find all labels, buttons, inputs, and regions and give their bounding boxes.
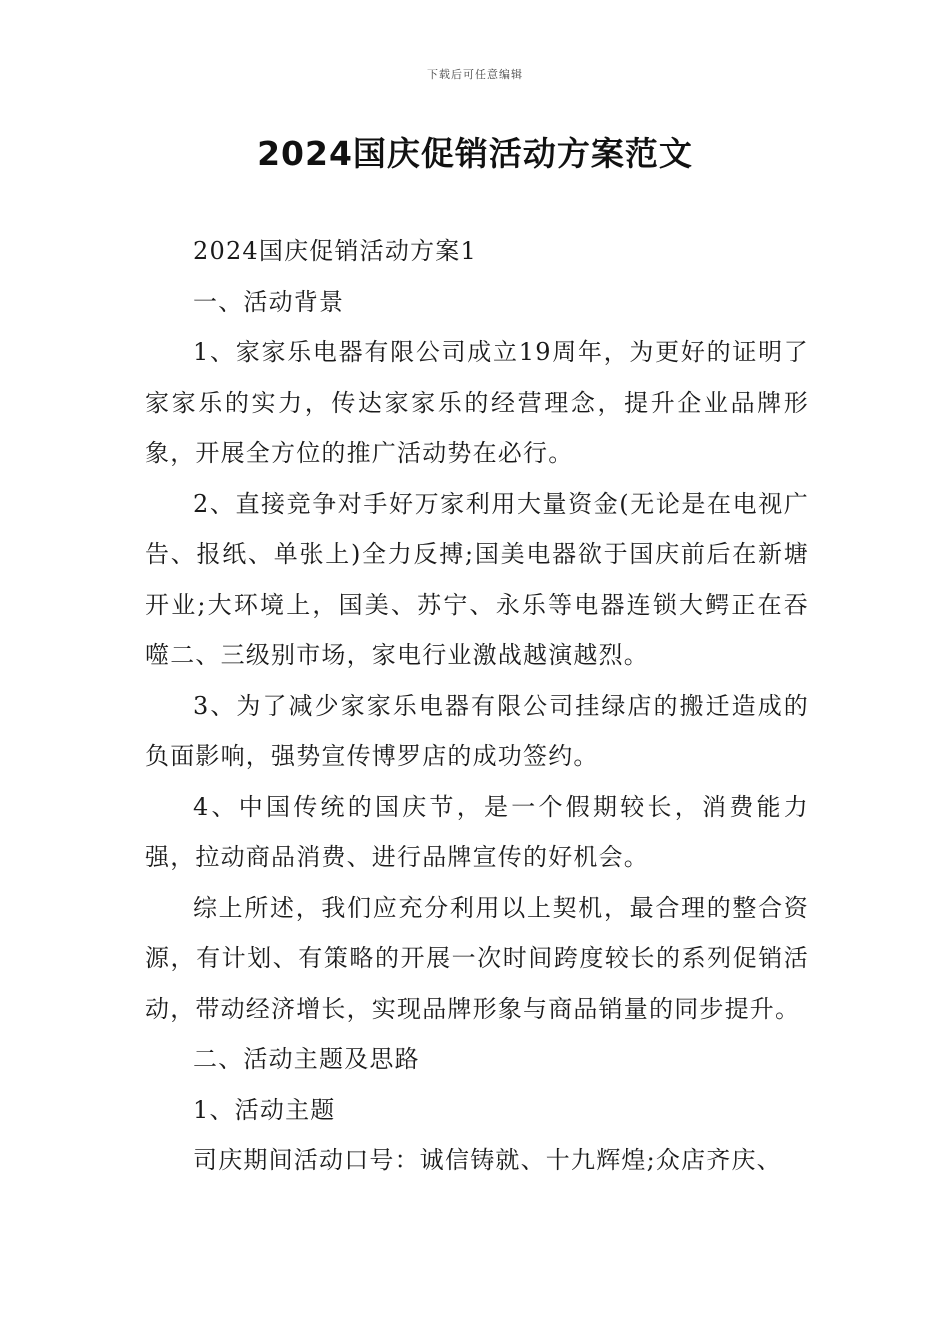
paragraph-slogan: 司庆期间活动口号：诚信铸就、十九辉煌;众店齐庆、 — [193, 1146, 782, 1174]
paragraph-summary: 综上所述，我们应充分利用以上契机，最合理的整合资源，有计划、有策略的开展一次时间跨度较长的系列促销活动，带动经济增长，实现品牌形象与商品销量的同步提升。 — [145, 893, 809, 1023]
paragraph-item-3: 3、为了减少家家乐电器有限公司挂绿店的搬迁造成的负面影响，强势宣传博罗店的成功签约。 — [145, 691, 809, 770]
document-body — [145, 226, 809, 1186]
header-note: 下载后可任意编辑 — [427, 68, 523, 81]
document-title: 2024国庆促销活动方案范文 — [257, 134, 693, 173]
section-heading-background: 一、活动背景 — [193, 287, 345, 316]
paragraph-item-1: 1、家家乐电器有限公司成立19周年，为更好的证明了家家乐的实力，传达家家乐的经营理念，提升企业品牌形象，开展全方位的推广活动势在必行。 — [145, 338, 809, 467]
paragraph-item-2: 2、直接竞争对手好万家利用大量资金(无论是在电视广告、报纸、单张上)全力反搏;国美电器欲于国庆前后在新塘开业;大环境上，国美、苏宁、永乐等电器连锁大鳄正在吞噬二、三级别市场，家电行业激战越演越烈。 — [145, 489, 809, 669]
paragraph-subtitle: 2024国庆促销活动方案1 — [193, 237, 477, 265]
section-heading-theme: 二、活动主题及思路 — [193, 1045, 420, 1073]
paragraph-item-4: 4、中国传统的国庆节，是一个假期较长，消费能力强，拉动商品消费、进行品牌宣传的好机会。 — [145, 792, 809, 871]
subsection-heading-theme: 1、活动主题 — [193, 1095, 336, 1124]
